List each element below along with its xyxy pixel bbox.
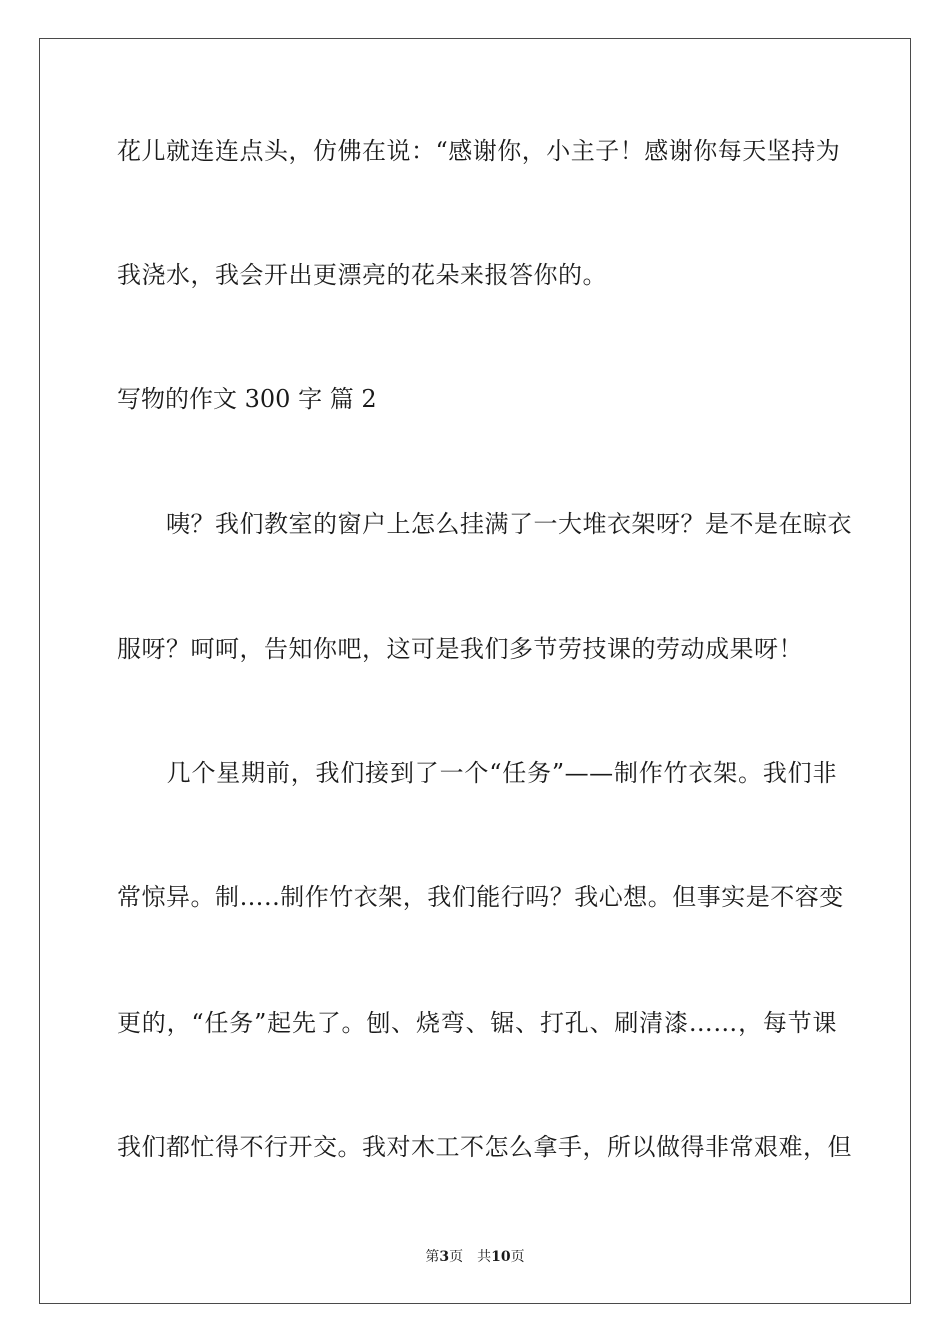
footer-total-suffix: 页 (510, 1249, 525, 1265)
body-text-line: 咦？我们教室的窗户上怎么挂满了一大堆衣架呀？是不是在晾衣 (117, 510, 852, 538)
body-text-line: 几个星期前，我们接到了一个“任务”——制作竹衣架。我们非 (117, 759, 837, 787)
body-text-line: 花儿就连连点头，仿佛在说：“感谢你，小主子！感谢你每天坚持为 (117, 137, 841, 165)
body-text-line: 服呀？呵呵，告知你吧，这可是我们多节劳技课的劳动成果呀！ (117, 635, 803, 663)
section-heading: 写物的作文 300 字 篇 2 (117, 385, 377, 413)
body-text-line: 常惊异。制…..制作竹衣架，我们能行吗？我心想。但事实是不容变 (117, 883, 844, 911)
footer-page-prefix: 第 (425, 1249, 440, 1265)
body-text-line: 我浇水，我会开出更漂亮的花朵来报答你的。 (117, 261, 607, 289)
footer-total-pages: 10 (491, 1249, 511, 1265)
body-text-line: 更的，“任务”起先了。刨、烧弯、锯、打孔、刷清漆……，每节课 (117, 1009, 837, 1037)
footer-page-suffix: 页 (449, 1249, 464, 1265)
page-footer (0, 1248, 950, 1266)
page-border (39, 38, 911, 1304)
body-text-line: 我们都忙得不行开交。我对木工不怎么拿手，所以做得非常艰难，但 (117, 1133, 852, 1161)
footer-total-prefix: 共 (477, 1249, 492, 1265)
footer-page-current: 3 (439, 1249, 450, 1265)
